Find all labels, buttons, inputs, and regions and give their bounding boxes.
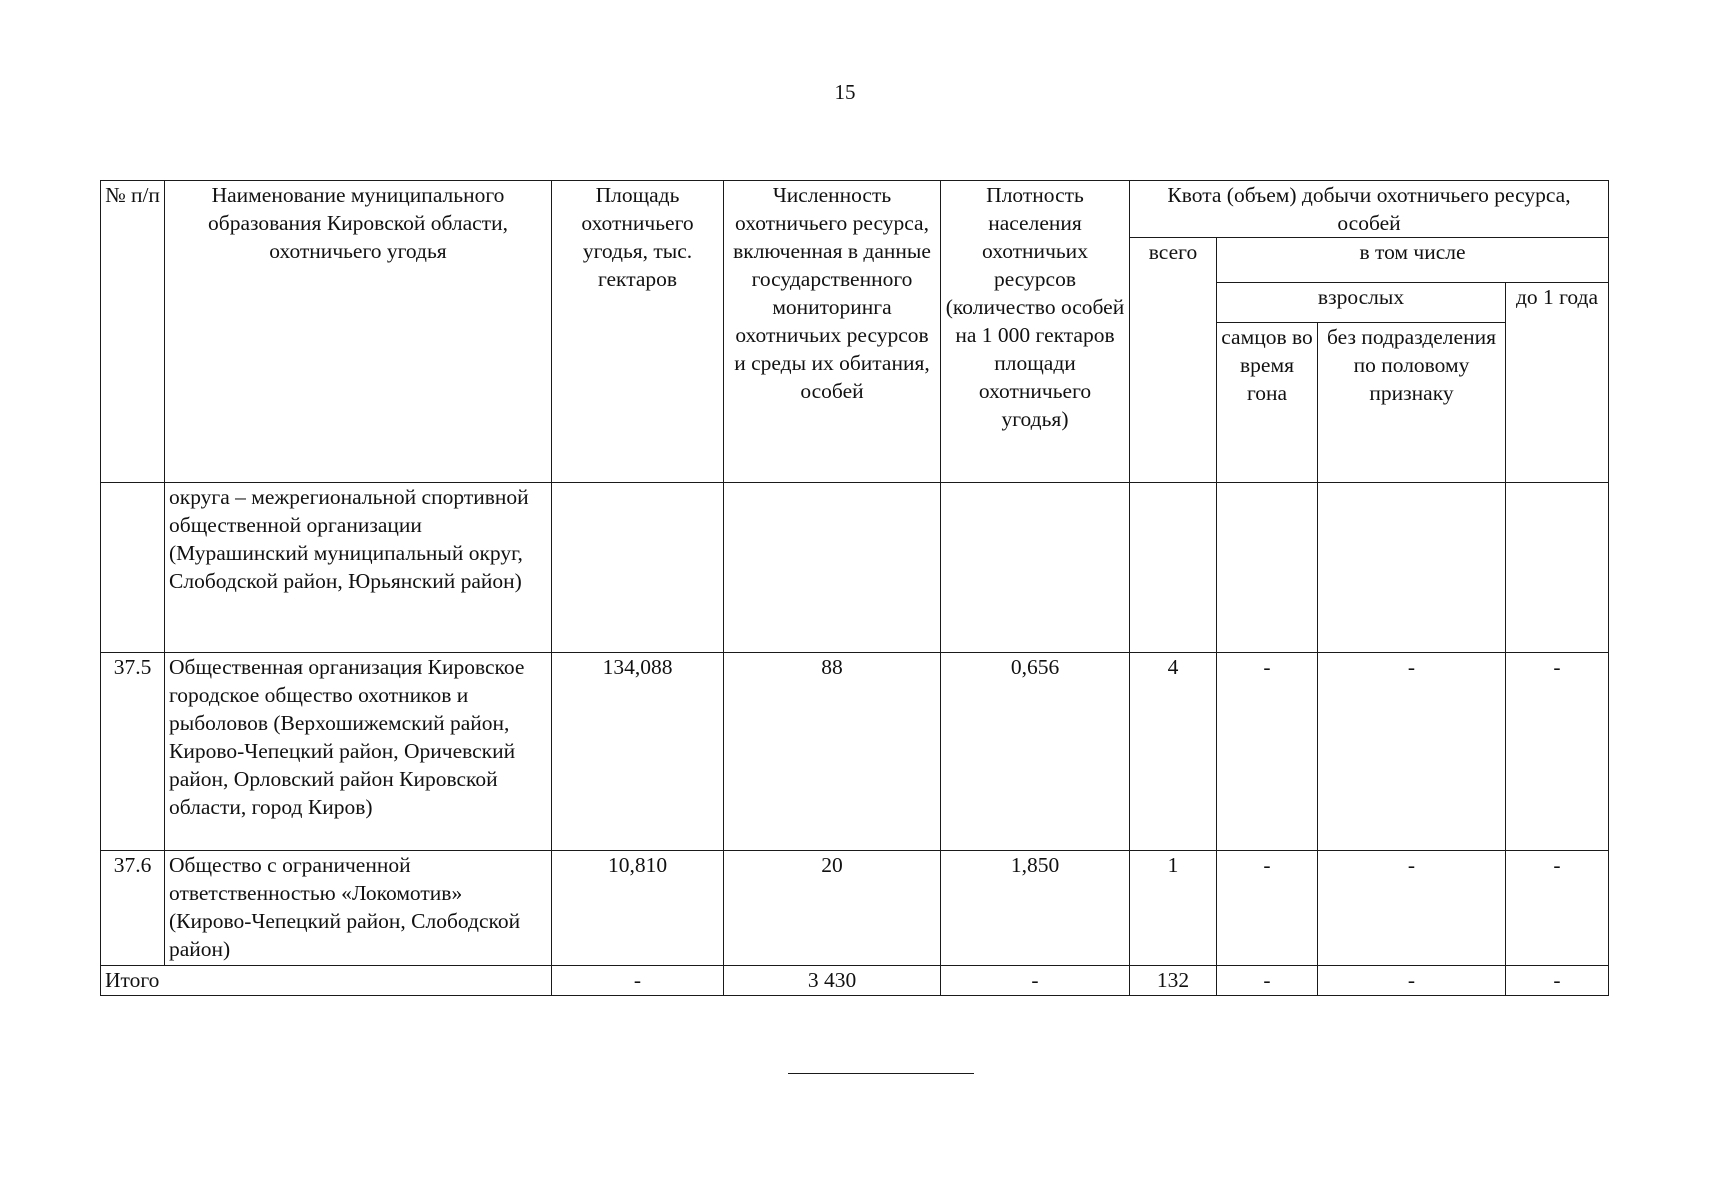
totals-area: - xyxy=(552,966,724,996)
header-area: Площадь охотничьего угодья, тыс. гектаров xyxy=(552,181,724,483)
header-density: Плотность населения охотничьих ресурсов (количество особей на 1 000 гектаров площади охотничьего угодья) xyxy=(941,181,1130,483)
footer-divider xyxy=(788,1073,974,1074)
table-row xyxy=(101,653,1609,851)
cell-count: 88 xyxy=(724,653,941,851)
header-no-sex-split: без подразделения по половому признаку xyxy=(1318,323,1506,483)
quota-table xyxy=(100,180,1609,996)
header-under-one: до 1 года xyxy=(1506,283,1609,483)
totals-nosplit: - xyxy=(1318,966,1506,996)
header-adults: взрослых xyxy=(1217,283,1506,323)
header-including: в том числе xyxy=(1217,238,1609,283)
totals-label: Итого xyxy=(101,966,552,996)
cell-area xyxy=(552,483,724,653)
cell-total: 1 xyxy=(1130,851,1217,966)
cell-area: 134,088 xyxy=(552,653,724,851)
cell-males xyxy=(1217,483,1318,653)
cell-name: округа – межрегиональной спортивной общественной организации (Мурашинский муниципальный округ, Слободской район, Юрьянский район) xyxy=(165,483,552,653)
table-row xyxy=(101,483,1609,653)
cell-num: 37.6 xyxy=(101,851,165,966)
header-name: Наименование муниципального образования Кировской области, охотничьего угодья xyxy=(165,181,552,483)
totals-row xyxy=(101,966,1609,996)
cell-area: 10,810 xyxy=(552,851,724,966)
totals-males: - xyxy=(1217,966,1318,996)
header-males-rut: самцов во время гона xyxy=(1217,323,1318,483)
totals-young: - xyxy=(1506,966,1609,996)
totals-count: 3 430 xyxy=(724,966,941,996)
table-row xyxy=(101,851,1609,966)
totals-total: 132 xyxy=(1130,966,1217,996)
header-quota: Квота (объем) добычи охотничьего ресурса, особей xyxy=(1130,181,1609,238)
cell-name: Общество с ограниченной ответственностью «Локомотив» (Кирово-Чепецкий район, Слободской район) xyxy=(165,851,552,966)
cell-nosplit: - xyxy=(1318,851,1506,966)
cell-name: Общественная организация Кировское городское общество охотников и рыболовов (Верхошижемский район, Кирово-Чепецкий район, Оричевский район, Орловский район Кировской области, город Киров) xyxy=(165,653,552,851)
header-count: Численность охотничьего ресурса, включенная в данные государственного мониторинга охотничьих ресурсов и среды их обитания, особей xyxy=(724,181,941,483)
header-num: № п/п xyxy=(101,181,165,483)
header-total: всего xyxy=(1130,238,1217,483)
cell-nosplit: - xyxy=(1318,653,1506,851)
cell-young xyxy=(1506,483,1609,653)
cell-males: - xyxy=(1217,653,1318,851)
cell-young: - xyxy=(1506,653,1609,851)
cell-males: - xyxy=(1217,851,1318,966)
cell-total xyxy=(1130,483,1217,653)
cell-total: 4 xyxy=(1130,653,1217,851)
totals-density: - xyxy=(941,966,1130,996)
cell-count: 20 xyxy=(724,851,941,966)
cell-young: - xyxy=(1506,851,1609,966)
cell-count xyxy=(724,483,941,653)
cell-num xyxy=(101,483,165,653)
cell-nosplit xyxy=(1318,483,1506,653)
header-row xyxy=(101,181,1609,238)
cell-density: 1,850 xyxy=(941,851,1130,966)
cell-density xyxy=(941,483,1130,653)
page-number: 15 xyxy=(834,80,856,104)
cell-num: 37.5 xyxy=(101,653,165,851)
cell-density: 0,656 xyxy=(941,653,1130,851)
